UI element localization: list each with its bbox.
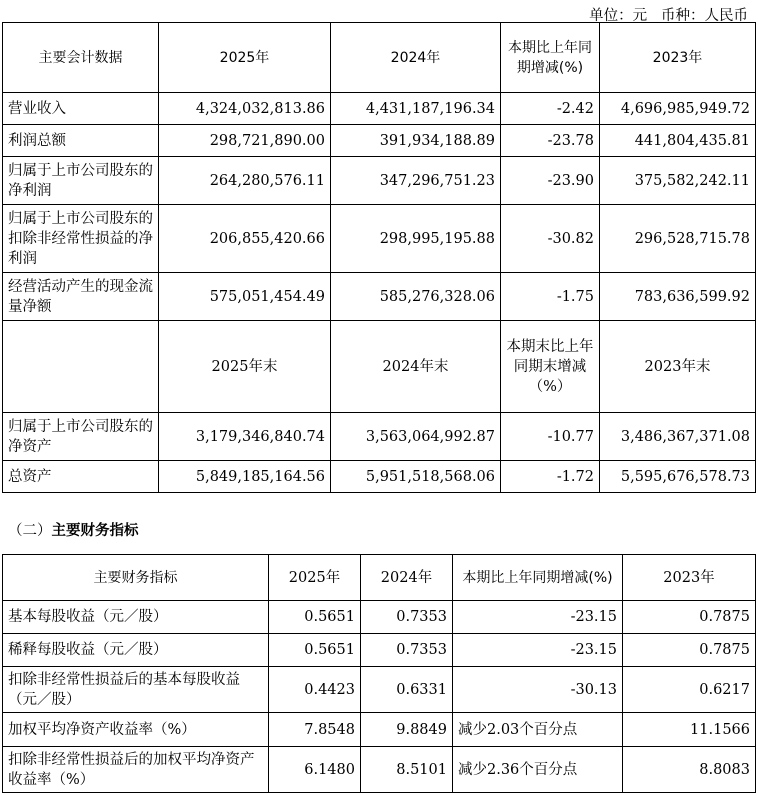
value-2023: 296,528,715.78	[600, 205, 756, 273]
table-row	[3, 413, 756, 461]
table-row	[3, 205, 756, 273]
value-2023: 5,595,676,578.73	[600, 461, 756, 493]
table-row	[3, 157, 756, 205]
section-title	[8, 519, 139, 540]
table-row	[3, 273, 756, 321]
subheader-change: 本期末比上年同期末增减（%）	[501, 321, 600, 413]
value-change: -23.15	[453, 634, 623, 667]
table-row	[3, 747, 756, 793]
table-header-row	[3, 23, 756, 93]
table-row	[3, 667, 756, 713]
value-2024: 0.7353	[361, 634, 453, 667]
value-2025: 264,280,576.11	[159, 157, 331, 205]
header-2024: 2024年	[331, 23, 501, 93]
value-2024: 585,276,328.06	[331, 273, 501, 321]
accounting-data-table	[2, 22, 756, 493]
value-change: -23.90	[501, 157, 600, 205]
row-label: 扣除非经常性损益后的基本每股收益（元／股）	[3, 667, 269, 713]
row-label: 营业收入	[3, 93, 159, 125]
table-row	[3, 461, 756, 493]
row-label: 归属于上市公司股东的扣除非经常性损益的净利润	[3, 205, 159, 273]
value-2023: 4,696,985,949.72	[600, 93, 756, 125]
value-2024: 8.5101	[361, 747, 453, 793]
value-change: -30.82	[501, 205, 600, 273]
value-2024: 9.8849	[361, 713, 453, 747]
header-change: 本期比上年同期增减(%)	[501, 23, 600, 93]
value-2025: 298,721,890.00	[159, 125, 331, 157]
subheader-2023: 2023年末	[600, 321, 756, 413]
unit-label: 单位：元	[589, 8, 648, 24]
value-2024: 347,296,751.23	[331, 157, 501, 205]
row-label: 利润总额	[3, 125, 159, 157]
header-2023: 2023年	[623, 555, 756, 601]
value-2025: 3,179,346,840.74	[159, 413, 331, 461]
value-2025: 575,051,454.49	[159, 273, 331, 321]
row-label: 经营活动产生的现金流量净额	[3, 273, 159, 321]
value-change: 减少2.36个百分点	[453, 747, 623, 793]
header-2024: 2024年	[361, 555, 453, 601]
table-row	[3, 634, 756, 667]
section-number: （二）	[8, 523, 52, 539]
value-2023: 0.6217	[623, 667, 756, 713]
table-subheader-row	[3, 321, 756, 413]
subheader-2025: 2025年末	[159, 321, 331, 413]
subheader-2024: 2024年末	[331, 321, 501, 413]
value-2024: 5,951,518,568.06	[331, 461, 501, 493]
table-row	[3, 713, 756, 747]
value-change: -30.13	[453, 667, 623, 713]
header-2025: 2025年	[159, 23, 331, 93]
currency-label: 币种：人民币	[661, 8, 748, 24]
value-2024: 298,995,195.88	[331, 205, 501, 273]
header-2023: 2023年	[600, 23, 756, 93]
value-2024: 0.6331	[361, 667, 453, 713]
value-2023: 375,582,242.11	[600, 157, 756, 205]
value-2024: 4,431,187,196.34	[331, 93, 501, 125]
value-change: -1.75	[501, 273, 600, 321]
value-2025: 0.5651	[269, 634, 361, 667]
value-2023: 0.7875	[623, 601, 756, 634]
row-label: 稀释每股收益（元／股）	[3, 634, 269, 667]
financial-indicators-table	[2, 554, 756, 793]
value-2025: 5,849,185,164.56	[159, 461, 331, 493]
value-2024: 391,934,188.89	[331, 125, 501, 157]
value-2025: 206,855,420.66	[159, 205, 331, 273]
row-label: 基本每股收益（元／股）	[3, 601, 269, 634]
row-label: 加权平均净资产收益率（%）	[3, 713, 269, 747]
table-row	[3, 601, 756, 634]
value-2023: 11.1566	[623, 713, 756, 747]
row-label: 归属于上市公司股东的净资产	[3, 413, 159, 461]
header-label: 主要会计数据	[3, 23, 159, 93]
section-heading: 主要财务指标	[51, 523, 139, 539]
row-label: 总资产	[3, 461, 159, 493]
value-change: -23.15	[453, 601, 623, 634]
value-2023: 783,636,599.92	[600, 273, 756, 321]
header-change: 本期比上年同期增减(%)	[453, 555, 623, 601]
value-2025: 6.1480	[269, 747, 361, 793]
header-label: 主要财务指标	[3, 555, 269, 601]
value-2025: 7.8548	[269, 713, 361, 747]
value-change: -1.72	[501, 461, 600, 493]
value-2025: 0.5651	[269, 601, 361, 634]
value-2025: 0.4423	[269, 667, 361, 713]
value-2025: 4,324,032,813.86	[159, 93, 331, 125]
value-2023: 8.8083	[623, 747, 756, 793]
value-change: -23.78	[501, 125, 600, 157]
value-2024: 0.7353	[361, 601, 453, 634]
table-row	[3, 93, 756, 125]
value-change: 减少2.03个百分点	[453, 713, 623, 747]
subheader-label	[3, 321, 159, 413]
header-2025: 2025年	[269, 555, 361, 601]
value-2023: 441,804,435.81	[600, 125, 756, 157]
table-row	[3, 125, 756, 157]
row-label: 扣除非经常性损益后的加权平均净资产收益率（%）	[3, 747, 269, 793]
value-2023: 0.7875	[623, 634, 756, 667]
value-change: -2.42	[501, 93, 600, 125]
value-2023: 3,486,367,371.08	[600, 413, 756, 461]
value-2024: 3,563,064,992.87	[331, 413, 501, 461]
table-header-row	[3, 555, 756, 601]
row-label: 归属于上市公司股东的净利润	[3, 157, 159, 205]
value-change: -10.77	[501, 413, 600, 461]
